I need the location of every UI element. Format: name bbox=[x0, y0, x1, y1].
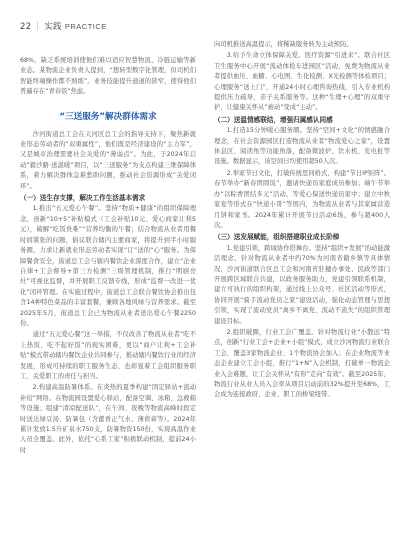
intro-paragraph: 68%，缺乏系统培训使他们难以适应智慧物流、冷链运输等新业态。某物流企业负责人提到，“想转型数字化管理，但司机们智能终端操作都不熟练”。业务技能提升通道的狭窄，使得他们普遍存在“青春饭”焦虑。 bbox=[20, 57, 196, 96]
section-title: 实践 bbox=[44, 22, 62, 32]
section-title-en: PRACTICE bbox=[64, 22, 107, 31]
body-paragraph: 1.推出“五元爱心午餐”。坚持“物质+健康”的组织保障理念，创新“10+5”补贴模式（工会补贴10元、爱心商家让利5元），破解“吃饭贵难”“营养均衡的午餐；结合物流从业者用餐时间紧张的问题，倡议联合辖内主要商家，将提升到半小时服务圈，力求让新就业形态劳动者实现“订”送的“心”服务。为保障餐食安全，街道总工会与辖内餐饮企业深度合作，建立“企业自律+工会督导+第三方检测”三级管理机制，推行“明厨亮灶”可视化监督，并开展职工反馈专线，形成“监督一改进一优化”闭环管理。在实施过程中，街道总工会联合餐饮协会推出包含14种特色菜品的丰富套餐，兼顾各地风味与营养需求。截至2025年5月，街道总工会已为物流从业者送出爱心午餐2250份。 bbox=[20, 205, 196, 327]
right-column bbox=[214, 40, 390, 402]
body-paragraph: 2.构建高温防暑体系。在炎热的夏季构建“固定驿站+流动补给”网络。在物流园设置爱心驿站，配备空调、冰箱、急救箱等设施；组建“清凉配送队”，在午间、夜晚等物流高峰时段定时送达绿豆汤、防暑包（含藿香正气水、薄荷膏等）。2024年累计发放1.5升矿泉水750支，防暑物资150份，实现高温作业人员全覆盖。此外，依托“心系工家”积极联动机制，提前24小时 bbox=[20, 384, 196, 454]
page-header: 22 ｜ 实践 PRACTICE bbox=[20, 22, 107, 32]
body-paragraph: 沙河街道总工会在天河区总工会的指导支持下，聚焦新就业形态劳动者的“双重属性”，他们既是经济建设的“主力军”，又是城市治理需要社会关爱的“薄弱点”。为此，于2024年启动“毅沙路·送温暖”项目，以“三送服务”为支点构建三维保障体系，着力解决群体急难愁盼问题，推动社会资源形成“关爱闭环”。 bbox=[20, 130, 196, 190]
subheading: （三）送发展赋能，组织搭建职业成长阶梯 bbox=[214, 233, 340, 242]
body-paragraph: 1.党建引领，跨域协作搭舞台。坚持“组织+发展”的动能激活理念，针对物流从业者中约70%为河南省籍乡镇等具体情况，沙河街道联合区总工会和河南省驻穗办事处、民政等部门开展跨区域联合共建，以政务服务助力，党建引领联系机制，建立可执行的组织构架，通过线上公众号、社区活动等形式，协同开展“骑手流动党员之家”建设活动，强化动态管理与思想引领，实现了流动党员“离乡不离党、流动不流失”的组织管理建设目标。 bbox=[214, 244, 390, 325]
page-number: 22 bbox=[20, 22, 32, 32]
body-paragraph: 1.打造15分钟暖心服务圈。坚持“空间+文化”的情感融合理念，在社会资源园区打造物流从业者“物流爱心之家”，设置休息区、阅读角等功能角落，配备微波炉、饮水机、充电桩等设施。数据显示，该空间日均使用超50人次。 bbox=[214, 127, 390, 166]
left-column bbox=[20, 56, 196, 457]
subheading: （二）送温情感联结，增强归属感认同感 bbox=[214, 115, 333, 124]
body-paragraph: 向司机推送高温提示，将稀缺服务转为主动预防。 bbox=[214, 41, 353, 48]
body-paragraph: 通过“五元爱心餐”这一举措，不仅改善了物流从业者“吃不上热饭、吃不起好饭”的现实困难，更以“商户让利+工会补贴”模式带动辖内餐饮企业共同参与，推动辖内餐饮行业的经济发展，形成可持续的职工服务生态，也彰显着工会组织服务职工、关爱职工的责任与担当。 bbox=[20, 331, 196, 380]
body-paragraph: 2.举家节日文化，打破传统思同格式，构建“节日IP矩阵”。春节举办“新春团圆饭”，邀请快递员家庭成员参加；端午节举办“以粽香团结多元”活动，等爱心保送快递员家中；建立中秋家宴等形式在“快递小哥”等国内，为物流从业者与其家属营造月饼和家书。2024年累计开展节日活动6场，参与超400人次。 bbox=[214, 169, 390, 229]
body-paragraph: 2.组织破圈，行业工会广覆盖。针对物流行业“小散远”特点，创新“行业工会+企业+小组”模式，成立沙河物流行业联合工会，覆盖3家物流企业、1个物流协会加入；在企业物流等业态企业建立工会小组，推行“1+N”入会机制，打破单一物流企业入会难题，让工会关怀从“有形”走向“有效”。截至2025年，物流行业从业人员入会率从项目启动前的32%提升至68%，工会成为连接政府、企业、职工的桥梁纽带。 bbox=[214, 328, 390, 399]
article-heading: “三送服务”解决群体需求 bbox=[59, 111, 157, 122]
subheading: （一）送生存支撑，解决工作生活基本需求 bbox=[20, 194, 146, 203]
body-paragraph: 3.给予生命立体保障关爱。医疗资源“引进来”。联合社区卫生服务中心开展“流动体检车进园区”活动，免费为物流从业者提供血压、血糖、心电图、生化检测、X光检测等体检项目；心理服务“送上门”，开通24小时心理咨询热线，引入专业机构提供压力疏导、亲子关系服务等。这种“生理+心理”的双重守护，让健康关怀从“被动”变成“主动”。 bbox=[214, 52, 390, 112]
